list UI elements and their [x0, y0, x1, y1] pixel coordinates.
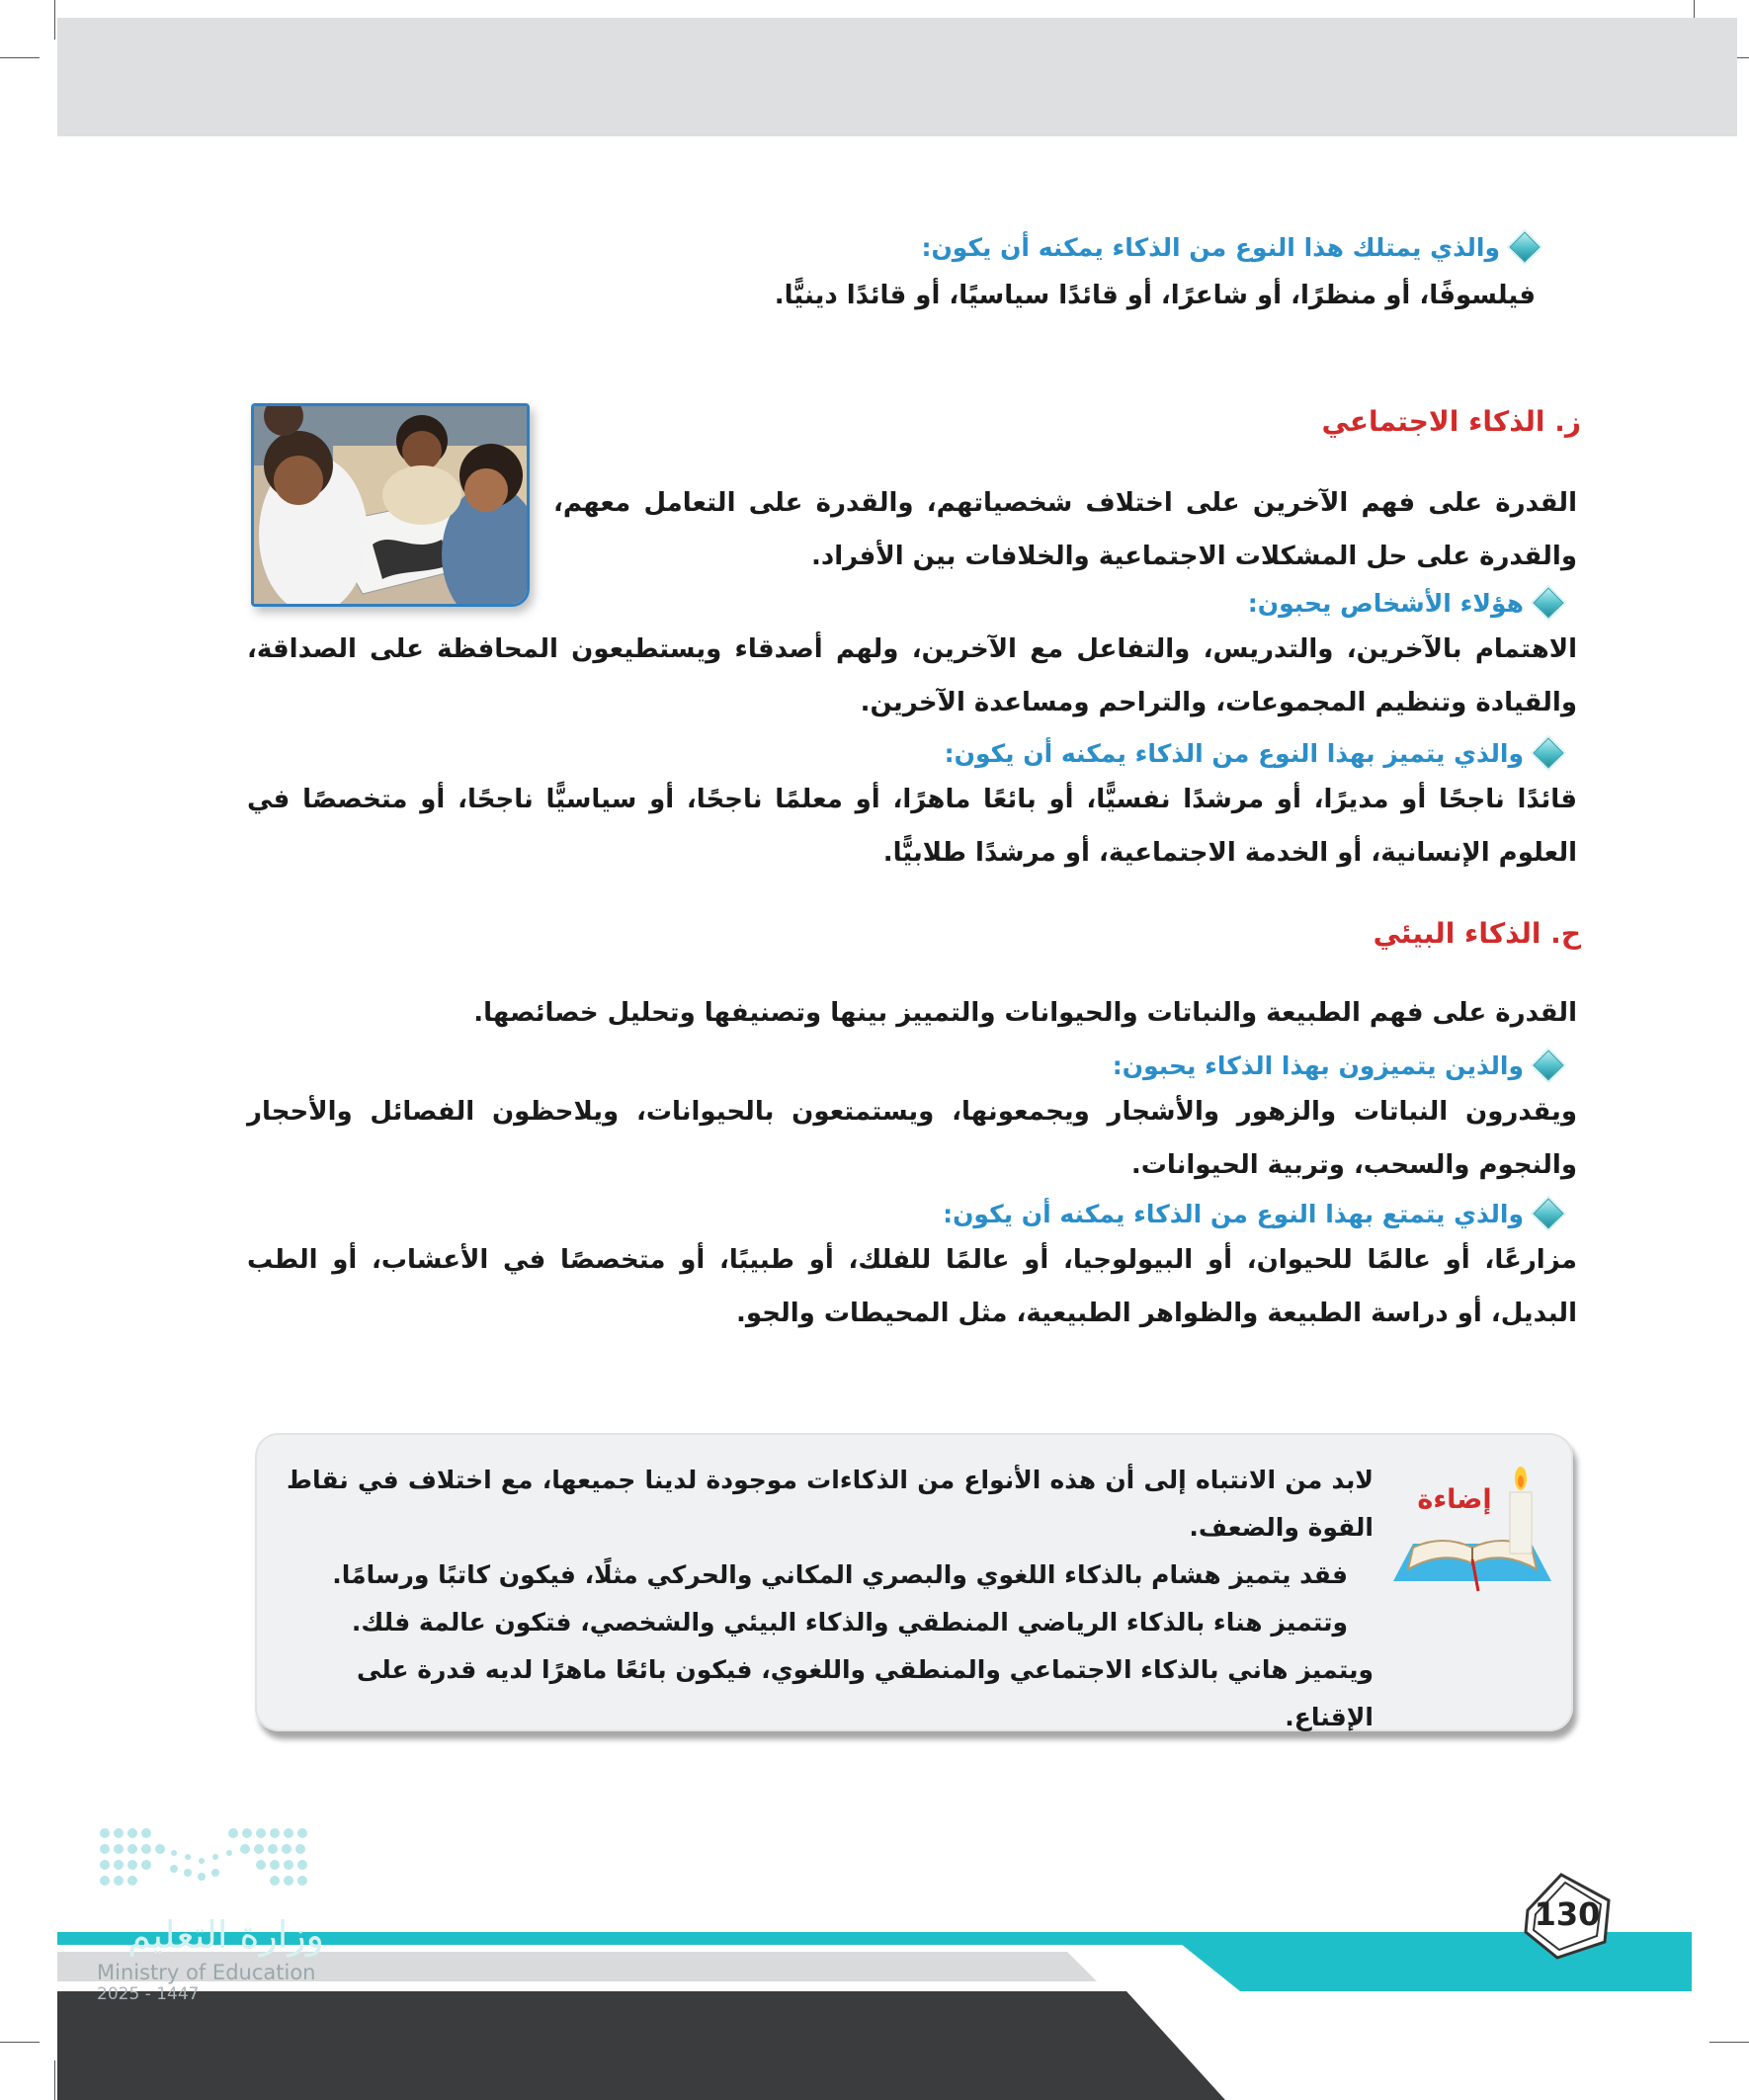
- career-intro: والذي يمتلك هذا النوع من الذكاء يمكنه أن يكون:: [921, 232, 1500, 262]
- note-icon: [1383, 1453, 1561, 1601]
- social-likes: [247, 583, 1577, 729]
- likes-text: ويقدرون النباتات والزهور والأشجار ويجمعونها، ويستمتعون بالحيوانات، ويلاحظون الفصائل والأحجار والنجوم والسحب، وتربية الحيوانات.: [247, 1097, 1577, 1180]
- environmental-career: [247, 1194, 1577, 1340]
- social-definition: القدرة على فهم الآخرين على اختلاف شخصياتهم، والقدرة على التعامل معهم، والقدرة على حل المشكلات الاجتماعية والخلافات بين الأفراد.: [553, 488, 1577, 571]
- career-intro: والذي يتميز بهذا النوع من الذكاء يمكنه أن يكون:: [944, 738, 1524, 768]
- note-text: [287, 1457, 1374, 1741]
- environmental-likes: [247, 1046, 1577, 1192]
- likes-intro: والذين يتميزون بهذا الذكاء يحبون:: [1112, 1050, 1524, 1080]
- ministry-name-ar: وزارة التعليم: [127, 1913, 324, 1957]
- note-line: لابد من الانتباه إلى أن هذه الأنواع من الذكاءات موجودة لدينا جميعها، مع اختلاف في نقاط القوة والضعف.: [287, 1466, 1374, 1542]
- social-career: [247, 733, 1577, 880]
- ministry-name-en: Ministry of Education: [97, 1961, 316, 1984]
- likes-intro: هؤلاء الأشخاص يحبون:: [1247, 588, 1524, 618]
- note-label: إضاءة: [1417, 1484, 1492, 1515]
- header-band: [57, 18, 1737, 136]
- environmental-definition: القدرة على فهم الطبيعة والنباتات والحيوانات والتمييز بينها وتصنيفها وتحليل خصائصها.: [473, 998, 1577, 1028]
- diamond-bullet-icon: [1533, 1050, 1563, 1080]
- students-illustration: [254, 406, 530, 607]
- career-text: مزارعًا، أو عالمًا للحيوان، أو البيولوجيا، أو عالمًا للفلك، أو طبيبًا، أو متخصصًا في الأعشاب، أو الطب البديل، أو دراسة الطبيعة والظواهر الطبيعية، مثل المحيطات والجو.: [247, 1245, 1577, 1328]
- students-photo: [251, 403, 530, 607]
- likes-text: الاهتمام بالآخرين، والتدريس، والتفاعل مع الآخرين، ولهم أصدقاء ويستطيعون المحافظة على الصداقة، والقيادة وتنظيم المجموعات، والتراحم ومساعدة الآخرين.: [247, 634, 1577, 717]
- edition-year: 2025 - 1447: [97, 1984, 200, 2004]
- diamond-bullet-icon: [1533, 587, 1563, 618]
- note-line: ويتميز هاني بالذكاء الاجتماعي والمنطقي واللغوي، فيكون بائعًا ماهرًا لديه قدرة على الإقناع.: [356, 1655, 1374, 1731]
- diamond-bullet-icon: [1533, 737, 1563, 768]
- section-heading-environmental: ح. الذكاء البيئي: [1373, 917, 1581, 950]
- career-intro: والذي يتمتع بهذا النوع من الذكاء يمكنه أن يكون:: [943, 1199, 1524, 1228]
- career-text: قائدًا ناجحًا أو مديرًا، أو مرشدًا نفسيًّا، أو بائعًا ماهرًا، أو معلمًا ناجحًا، أو سياسيًّا ناجحًا، أو متخصصًا في العلوم الإنسانية، أو الخدمة الاجتماعية، أو مرشدًا طلابيًّا.: [247, 785, 1577, 868]
- diamond-bullet-icon: [1509, 231, 1540, 262]
- crop-mark: [0, 57, 40, 58]
- diamond-bullet-icon: [1533, 1198, 1563, 1228]
- section-f-career: [247, 227, 1536, 324]
- section-heading-social: ز. الذكاء الاجتماعي: [1321, 405, 1581, 438]
- note-line: فقد يتميز هشام بالذكاء اللغوي والبصري المكاني والحركي مثلًا، فيكون كاتبًا ورسامًا.: [332, 1560, 1348, 1589]
- book-candle-icon: [1383, 1453, 1561, 1601]
- career-text: فيلسوفًا، أو منظرًا، أو شاعرًا، أو قائدًا سياسيًا، أو قائدًا دينيًّا.: [774, 281, 1536, 310]
- crop-mark: [54, 0, 55, 40]
- ministry-logo-icon: [97, 1823, 314, 1902]
- page-number: 130: [1534, 1895, 1601, 1933]
- note-line: وتتميز هناء بالذكاء الرياضي المنطقي والذكاء البيئي والشخصي، فتكون عالمة فلك.: [351, 1608, 1348, 1637]
